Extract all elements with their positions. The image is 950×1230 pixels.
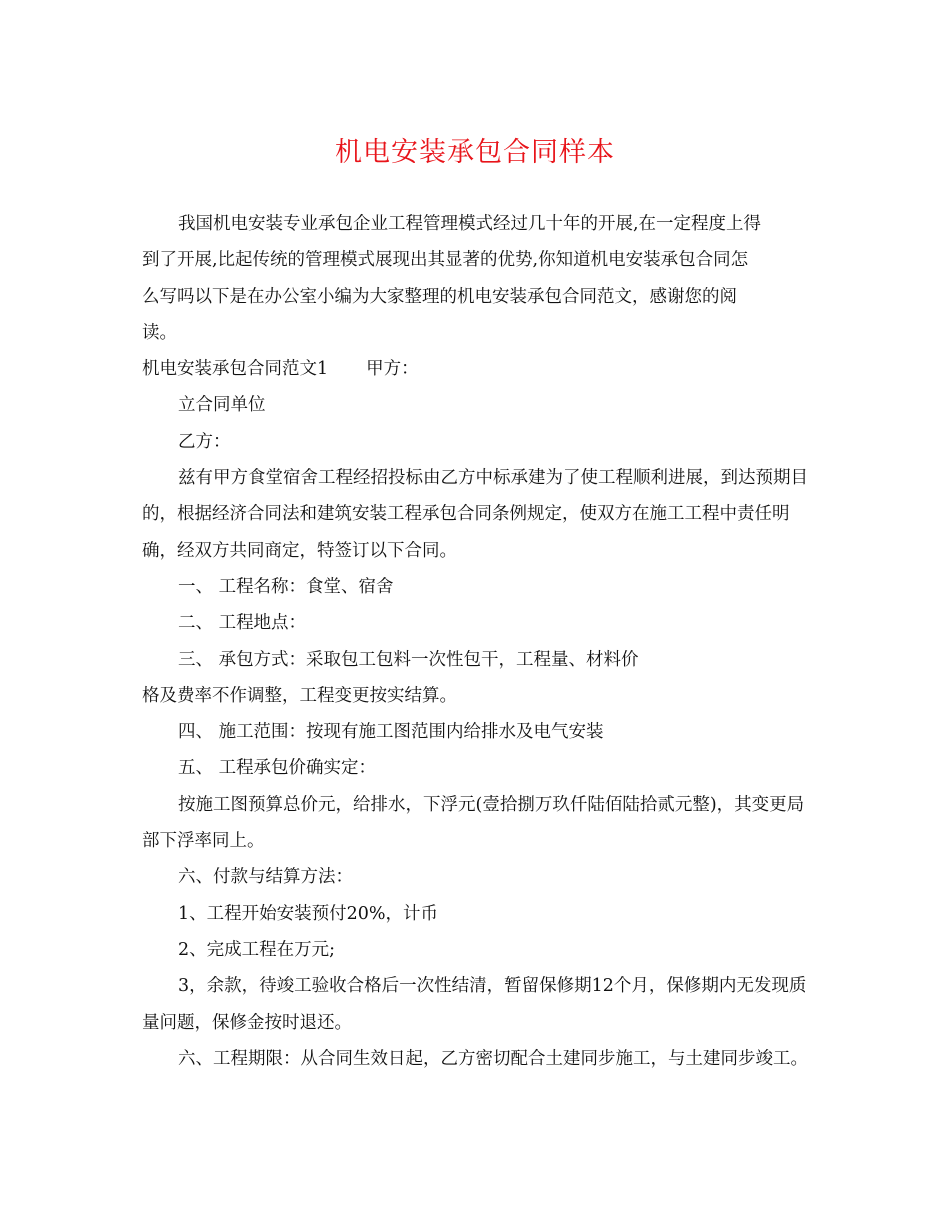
sample-heading: 机电安装承包合同范文1: [142, 359, 329, 380]
party-b-label: 乙方：: [178, 431, 231, 452]
document-body: [142, 206, 814, 1077]
clause-2: 二、 工程地点：: [178, 613, 307, 634]
price-paragraph: 按施工图预算总价元，给排水，下浮元(壹拾捌万玖仟陆佰陆拾贰元整)，其变更局部下浮率同上。: [142, 794, 805, 852]
contract-unit: 立合同单位: [178, 395, 266, 416]
payment-item-1: 1、工程开始安装预付20%，计币: [178, 903, 439, 924]
document-title: 机电安装承包合同样本: [335, 137, 615, 168]
intro-line-1: 我国机电安装专业承包企业工程管理模式经过几十年的开展,在一定程度上得: [178, 214, 762, 234]
intro-line-4: 读。: [142, 322, 177, 343]
intro-line-3: 么写吗以下是在办公室小编为大家整理的机电安装承包合同范文，感谢您的阅: [142, 286, 737, 307]
clause-5: 五、 工程承包价确实定：: [178, 758, 377, 779]
clause-6: 六、付款与结算方法：: [178, 867, 353, 888]
clause-1: 一、 工程名称：食堂、宿舍: [178, 576, 394, 597]
intro-line-2: 到了开展,比起传统的管理模式展现出其显著的优势,你知道机电安装承包合同怎: [142, 250, 749, 271]
clause-4: 四、 施工范围：按现有施工图范围内给排水及电气安装: [178, 722, 604, 743]
party-a-label: 甲方：: [366, 359, 419, 380]
preamble-paragraph: 兹有甲方食堂宿舍工程经招投标由乙方中标承建为了使工程顺利进展，到达预期目的，根据经济合同法和建筑安装工程承包合同条例规定，使双方在施工工程中责任明确，经双方共同商定，特签订以下合同。: [142, 468, 808, 561]
clause-3-line-1: 三、 承包方式：采取包工包料一次性包干，工程量、材料价: [178, 649, 639, 670]
sample-heading-line: [142, 351, 814, 387]
clause-3-line-2: 格及费率不作调整，工程变更按实结算。: [142, 685, 457, 706]
payment-item-2: 2、完成工程在万元;: [178, 939, 336, 960]
payment-item-3: 3，余款，待竣工验收合格后一次性结清，暂留保修期12个月，保修期内无发现质量问题，保修金按时退还。: [142, 976, 807, 1033]
schedule-paragraph: 六、工程期限：从合同生效日起，乙方密切配合土建同步施工，与土建同步竣工。: [178, 1048, 808, 1069]
